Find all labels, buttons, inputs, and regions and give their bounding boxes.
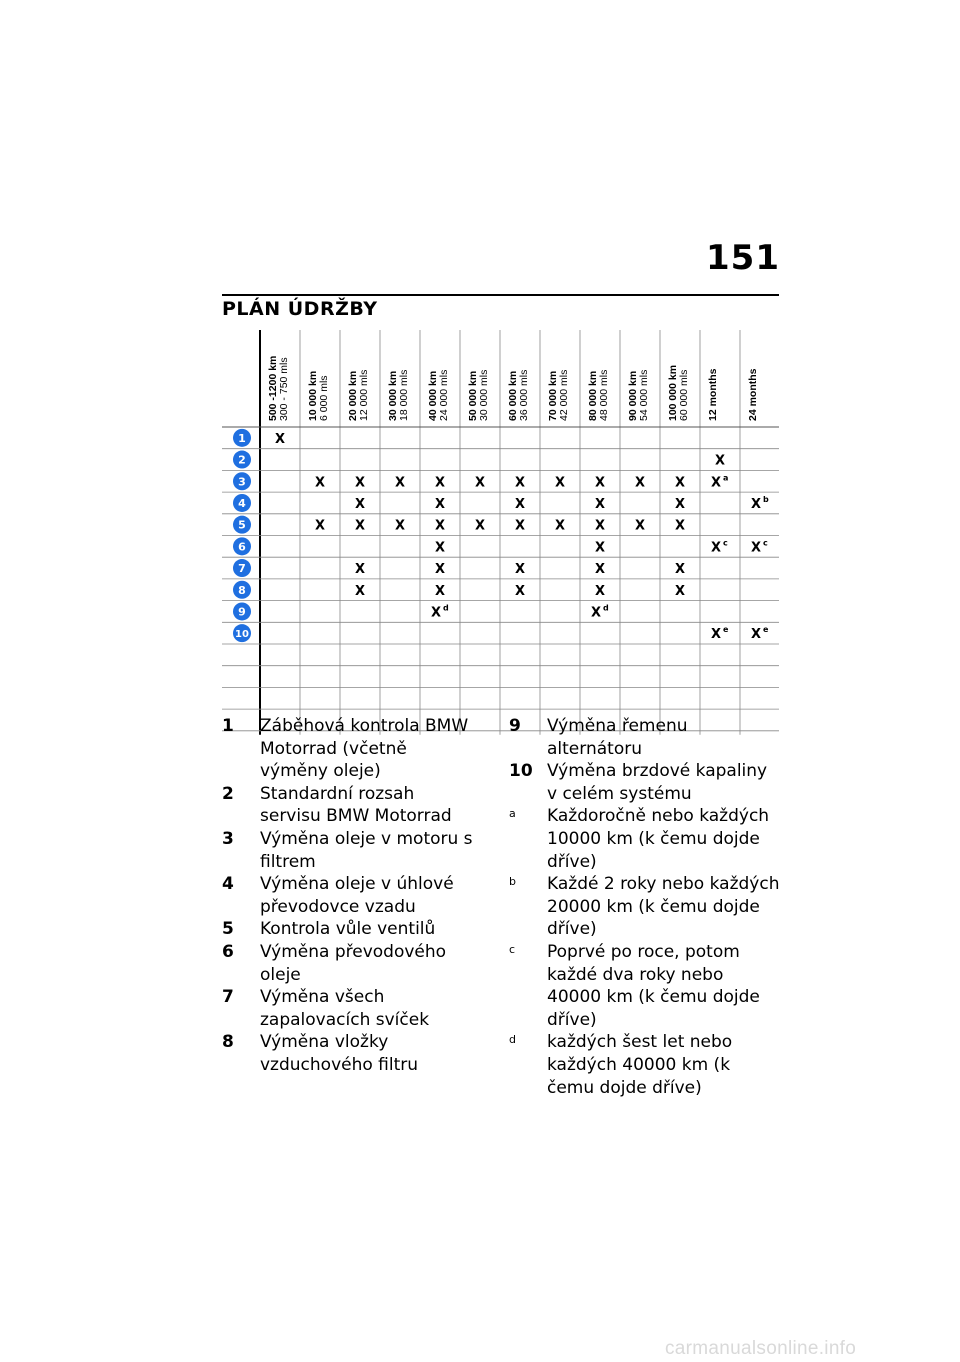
cell-footnote-mark: c bbox=[763, 538, 768, 548]
legend-text: Výměna všech zapalovacích svíček bbox=[260, 987, 430, 1030]
legend-item bbox=[222, 828, 480, 873]
legend-number: 7 bbox=[222, 987, 234, 1008]
legend-number: 3 bbox=[222, 828, 234, 849]
column-header bbox=[507, 370, 530, 421]
column-header-line1: 12 months bbox=[707, 368, 719, 421]
cell-mark: X bbox=[354, 496, 366, 512]
legend-item bbox=[509, 873, 781, 941]
cell-mark: X bbox=[434, 562, 446, 578]
cell-mark: X bbox=[594, 475, 606, 491]
legend-text: Výměna oleje v motoru s filtrem bbox=[260, 828, 473, 872]
legend-text: Standardní rozsah servisu BMW Motorrad bbox=[260, 783, 452, 827]
legend-item bbox=[222, 783, 480, 828]
cell-mark: X bbox=[594, 540, 606, 556]
column-header-line2: 300 - 750 mls bbox=[278, 357, 290, 421]
cell-mark: X bbox=[714, 453, 726, 469]
column-header-line2: 42 000 mls bbox=[558, 369, 570, 421]
column-header-line1: 500 -1200 km bbox=[267, 355, 279, 421]
column-header-line1: 60 000 km bbox=[507, 370, 519, 421]
column-header-line1: 40 000 km bbox=[427, 370, 439, 421]
legend-text: Výměna vložky vzduchového filtru bbox=[260, 1032, 419, 1075]
column-header-line2: 36 000 mls bbox=[518, 369, 530, 421]
cell-mark: X bbox=[594, 496, 606, 512]
cell-mark: X bbox=[434, 496, 446, 512]
cell-mark: X bbox=[634, 518, 646, 534]
legend-number: 6 bbox=[222, 941, 234, 962]
column-header bbox=[387, 370, 410, 421]
cell-mark: X bbox=[394, 518, 406, 534]
cell-footnote-mark: b bbox=[763, 494, 769, 504]
cell-mark: X bbox=[314, 518, 326, 534]
cell-mark: X bbox=[434, 475, 446, 491]
cell-footnote-mark: d bbox=[603, 603, 609, 613]
cell-mark: X bbox=[750, 540, 762, 556]
legend-number: 8 bbox=[222, 1032, 234, 1053]
column-header bbox=[587, 370, 610, 421]
row-number-text: 4 bbox=[238, 496, 246, 510]
footnote-mark: b bbox=[509, 875, 516, 889]
row-number-text: 1 bbox=[238, 431, 246, 445]
watermark-text: carmanualsonline.info bbox=[665, 1338, 857, 1359]
column-header-line1: 100 000 km bbox=[667, 364, 679, 421]
column-header-line1: 20 000 km bbox=[347, 370, 359, 421]
cell-mark: X bbox=[710, 627, 722, 643]
legend-number: 1 bbox=[222, 716, 234, 736]
legend-text: Výměna řemenu alternátoru bbox=[547, 716, 688, 759]
legend-text: Poprvé po roce, potom každé dva roky nebo 40000 km (k čemu dojde dříve) bbox=[547, 941, 760, 1030]
row-number-text: 7 bbox=[238, 562, 246, 576]
legend-text: Výměna oleje v úhlové převodovce vzadu bbox=[260, 874, 454, 917]
column-header-line2: 18 000 mls bbox=[398, 369, 410, 421]
column-header bbox=[547, 370, 570, 421]
cell-mark: X bbox=[594, 562, 606, 578]
column-header-line1: 90 000 km bbox=[627, 370, 639, 421]
cell-mark: X bbox=[430, 605, 442, 621]
cell-footnote-mark: e bbox=[763, 625, 769, 635]
cell-footnote-mark: d bbox=[443, 603, 449, 613]
cell-mark: X bbox=[674, 583, 686, 599]
legend-text: Každoročně nebo každých 10000 km (k čemu dojde dříve) bbox=[547, 806, 770, 872]
cell-mark: X bbox=[394, 475, 406, 491]
legend-item bbox=[509, 715, 781, 760]
column-header bbox=[467, 370, 490, 421]
column-header-line2: 48 000 mls bbox=[598, 369, 610, 421]
cell-mark: X bbox=[434, 540, 446, 556]
column-header bbox=[307, 371, 330, 421]
legend-number: 5 bbox=[222, 919, 234, 940]
cell-mark: X bbox=[674, 518, 686, 534]
legend-right-column bbox=[509, 715, 781, 1099]
column-header bbox=[267, 356, 290, 421]
cell-mark: X bbox=[354, 562, 366, 578]
cell-mark: X bbox=[354, 518, 366, 534]
cell-mark: X bbox=[514, 475, 526, 491]
legend-text: každých šest let nebo každých 40000 km (k čemu dojde dříve) bbox=[547, 1032, 733, 1098]
cell-footnote-mark: e bbox=[723, 625, 729, 635]
cell-mark: X bbox=[594, 583, 606, 599]
cell-mark: X bbox=[514, 562, 526, 578]
cell-mark: X bbox=[514, 583, 526, 599]
legend-item bbox=[509, 805, 781, 873]
column-header bbox=[627, 370, 650, 421]
legend-item bbox=[222, 873, 480, 918]
cell-mark: X bbox=[434, 518, 446, 534]
row-number-text: 6 bbox=[238, 540, 246, 554]
legend-number: 10 bbox=[509, 761, 533, 782]
column-header-line2: 6 000 mls bbox=[318, 375, 330, 421]
cell-footnote-mark: c bbox=[723, 538, 728, 548]
cell-mark: X bbox=[590, 605, 602, 621]
cell-mark: X bbox=[474, 518, 486, 534]
cell-mark: X bbox=[434, 583, 446, 599]
cell-mark: X bbox=[314, 475, 326, 491]
footnote-mark: a bbox=[509, 807, 516, 821]
column-header-line2: 54 000 mls bbox=[638, 369, 650, 421]
cell-mark: X bbox=[474, 475, 486, 491]
cell-footnote-mark: a bbox=[723, 473, 729, 483]
legend-item bbox=[509, 1031, 781, 1099]
row-number-text: 9 bbox=[238, 605, 246, 619]
legend-text: Výměna brzdové kapaliny v celém systému bbox=[547, 761, 768, 804]
page-number: 151 bbox=[706, 238, 780, 278]
legend-item bbox=[222, 1031, 480, 1076]
legend-text: Každé 2 roky nebo každých 20000 km (k čemu dojde dříve) bbox=[547, 874, 780, 940]
column-header-line1: 10 000 km bbox=[307, 370, 319, 421]
cell-mark: X bbox=[674, 562, 686, 578]
cell-mark: X bbox=[554, 475, 566, 491]
cell-mark: X bbox=[354, 475, 366, 491]
legend-text: Kontrola vůle ventilů bbox=[260, 919, 436, 940]
row-number-text: 3 bbox=[238, 475, 246, 489]
row-number-text: 10 bbox=[235, 629, 249, 641]
row-number-text: 2 bbox=[238, 453, 246, 467]
column-header bbox=[667, 365, 690, 421]
column-header-line1: 50 000 km bbox=[467, 370, 479, 421]
cell-mark: X bbox=[674, 475, 686, 491]
cell-mark: X bbox=[710, 475, 722, 491]
footnote-mark: d bbox=[509, 1033, 516, 1047]
legend-item bbox=[222, 918, 480, 941]
cell-mark: X bbox=[750, 627, 762, 643]
column-header-line2: 30 000 mls bbox=[478, 369, 490, 421]
column-header bbox=[747, 368, 759, 421]
column-header bbox=[707, 368, 719, 421]
row-number-text: 5 bbox=[238, 518, 246, 532]
cell-mark: X bbox=[274, 431, 286, 447]
column-header bbox=[347, 370, 370, 421]
column-header-line2: 24 000 mls bbox=[438, 369, 450, 421]
legend-item bbox=[222, 941, 480, 986]
legend-text: Záběhová kontrola BMW Motorrad (včetně výměny oleje) bbox=[260, 716, 469, 782]
legend-item bbox=[222, 986, 480, 1031]
column-header-line1: 30 000 km bbox=[387, 370, 399, 421]
column-header bbox=[427, 370, 450, 421]
column-header-line2: 12 000 mls bbox=[358, 369, 370, 421]
page-title: PLÁN ÚDRŽBY bbox=[222, 298, 378, 320]
cell-mark: X bbox=[554, 518, 566, 534]
footnote-mark: c bbox=[509, 942, 516, 956]
cell-mark: X bbox=[674, 496, 686, 512]
legend-number: 9 bbox=[509, 716, 521, 736]
cell-mark: X bbox=[594, 518, 606, 534]
column-header-line2: 60 000 mls bbox=[678, 369, 690, 421]
cell-mark: X bbox=[710, 540, 722, 556]
column-header-line1: 80 000 km bbox=[587, 370, 599, 421]
legend-item bbox=[222, 715, 480, 783]
column-header-line1: 24 months bbox=[747, 368, 759, 421]
legend-number: 4 bbox=[222, 874, 234, 895]
legend-left-column bbox=[222, 715, 480, 1077]
row-number-text: 8 bbox=[238, 583, 246, 597]
cell-mark: X bbox=[634, 475, 646, 491]
cell-mark: X bbox=[514, 518, 526, 534]
legend-item bbox=[509, 941, 781, 1031]
column-header-line1: 70 000 km bbox=[547, 370, 559, 421]
cell-mark: X bbox=[514, 496, 526, 512]
cell-mark: X bbox=[750, 496, 762, 512]
legend-number: 2 bbox=[222, 783, 234, 804]
legend-item bbox=[509, 760, 781, 805]
legend-text: Výměna převodového oleje bbox=[260, 941, 447, 985]
cell-mark: X bbox=[354, 583, 366, 599]
